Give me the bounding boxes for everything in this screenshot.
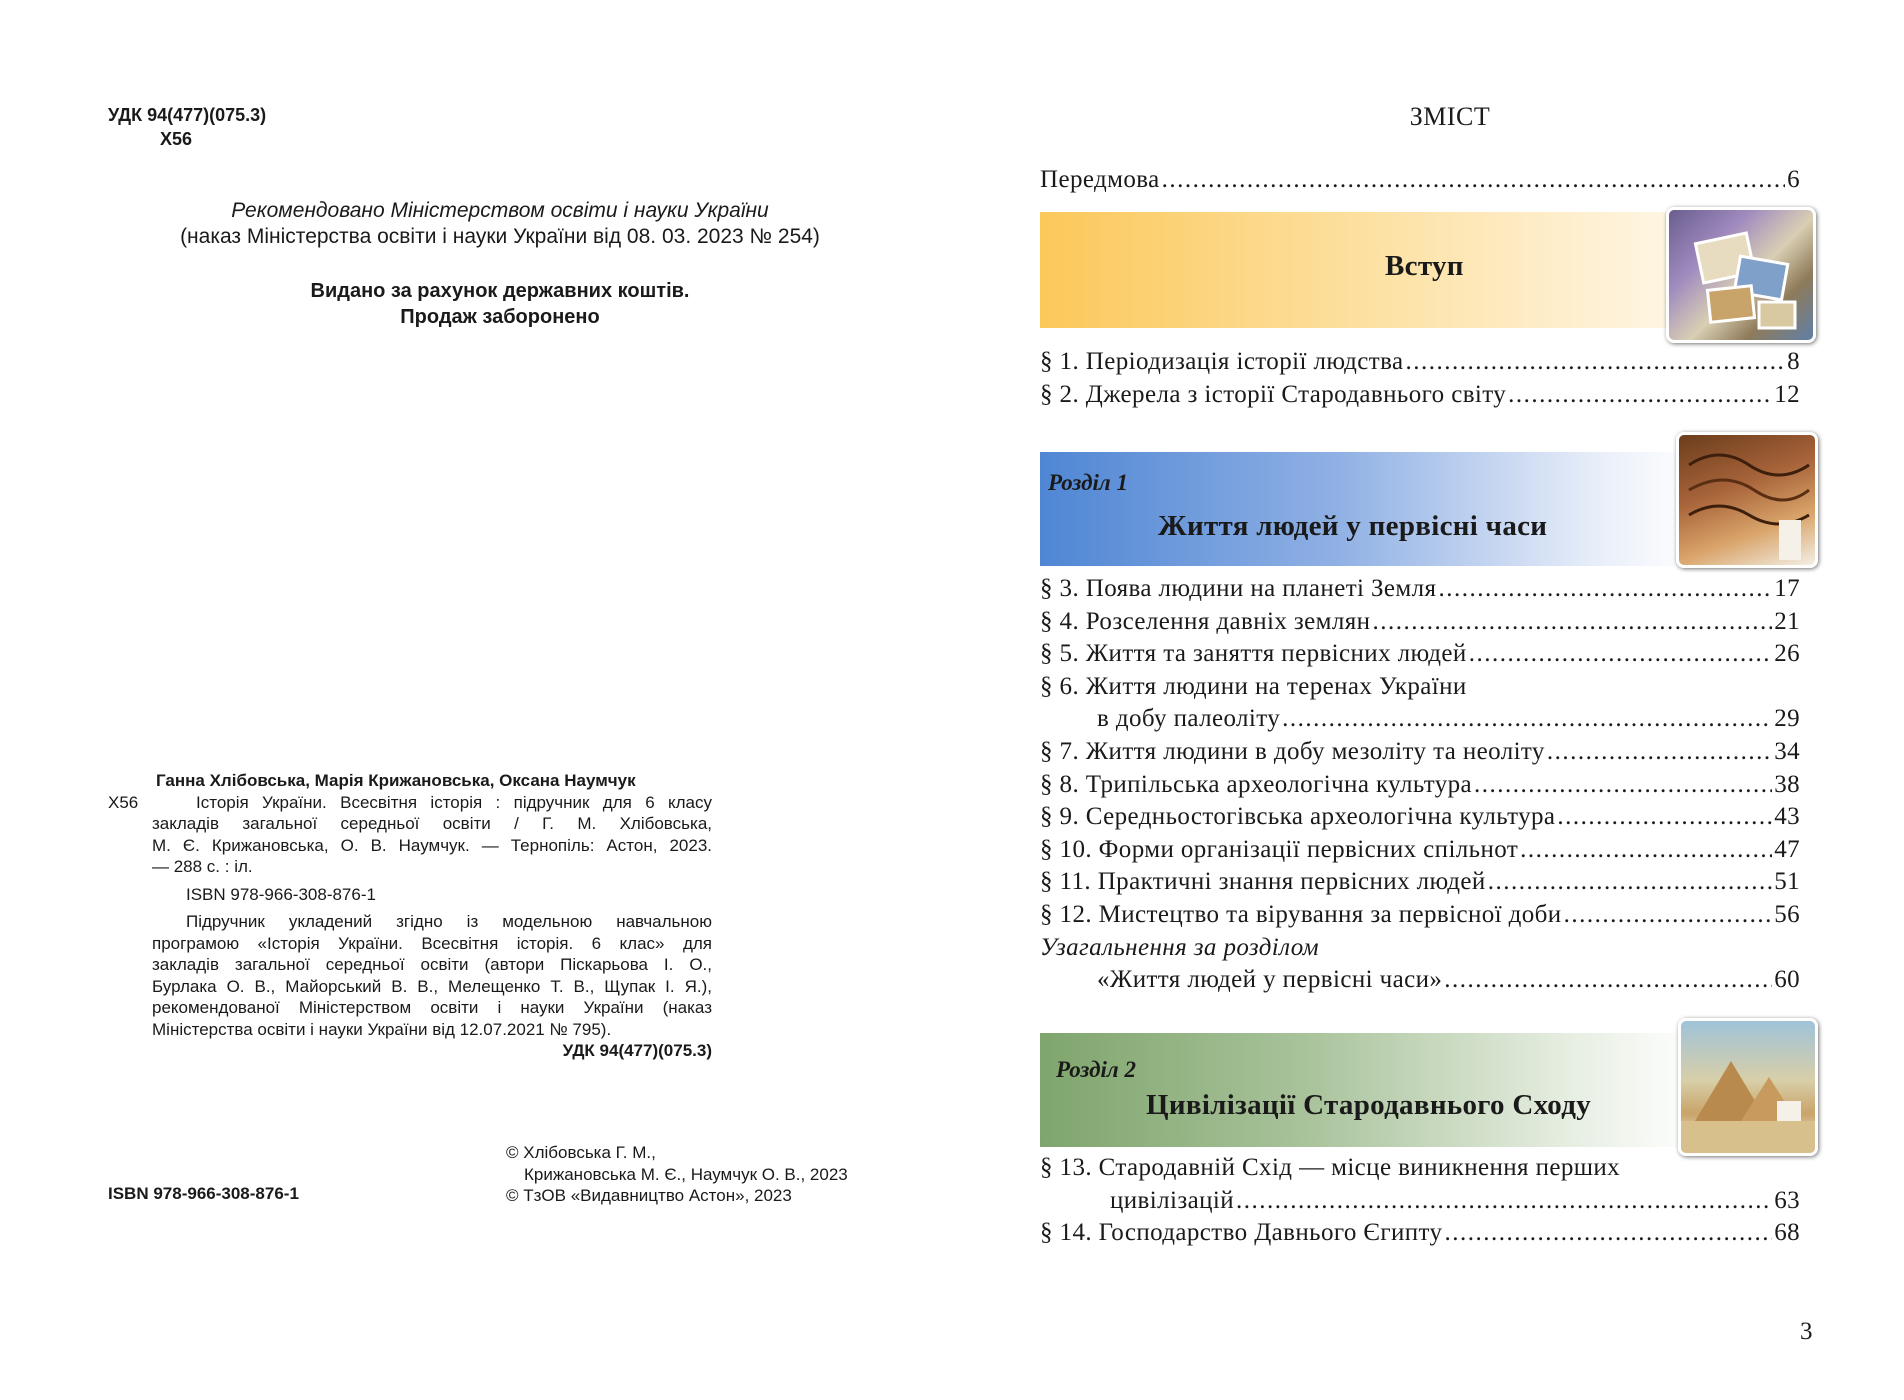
toc-leader bbox=[1557, 801, 1772, 834]
toc-leader bbox=[1236, 1185, 1772, 1218]
toc-label: § 10. Форми організації первісних спільнот bbox=[1040, 835, 1519, 863]
toc-row bbox=[1040, 638, 1800, 671]
toc-leader bbox=[1372, 606, 1772, 639]
toc-row bbox=[1040, 769, 1800, 802]
toc-leader bbox=[1474, 769, 1772, 802]
toc-row bbox=[1040, 606, 1800, 639]
section1-thumbnail bbox=[1676, 432, 1818, 568]
toc-label: в добу палеоліту bbox=[1097, 705, 1281, 733]
toc-leader bbox=[1282, 703, 1772, 736]
section1-band bbox=[1040, 452, 1695, 566]
biblio-body bbox=[152, 792, 712, 1062]
toc-page: 47 bbox=[1774, 835, 1800, 863]
toc-row: § 13. Стародавній Схід — місце виникнення перших bbox=[1040, 1154, 1621, 1181]
toc-leader bbox=[1564, 899, 1773, 932]
toc-label: § 4. Розселення давніх землян bbox=[1040, 607, 1371, 635]
biblio-line: Історія України. Всесвітня історія : підручник для 6 класу bbox=[196, 792, 712, 812]
toc-label: § 2. Джерела з історії Стародавнього світу bbox=[1040, 380, 1507, 408]
section1-label: Розділ 1 bbox=[1048, 470, 1128, 495]
toc-page: 6 bbox=[1787, 166, 1800, 193]
toc-page: 56 bbox=[1774, 900, 1800, 928]
toc-row bbox=[1040, 346, 1800, 379]
toc-leader bbox=[1469, 638, 1772, 671]
toc-page: 60 bbox=[1774, 966, 1800, 994]
cave-painting-icon bbox=[1679, 435, 1815, 565]
funding-block bbox=[110, 278, 890, 330]
toc-leader bbox=[1520, 834, 1772, 867]
intro-band-title: Вступ bbox=[1385, 250, 1464, 282]
isbn-bottom: ISBN 978-966-308-876-1 bbox=[108, 1184, 299, 1203]
toc-label: § 7. Життя людини в добу мезоліту та неоліту bbox=[1040, 737, 1545, 765]
section2-label: Розділ 2 bbox=[1056, 1057, 1136, 1082]
toc-label: Передмова bbox=[1040, 166, 1160, 193]
page-number: 3 bbox=[1800, 1318, 1813, 1345]
toc-page: 21 bbox=[1774, 607, 1800, 635]
copyright-line: Крижановська М. Є., Наумчук О. В., 2023 bbox=[524, 1164, 848, 1184]
toc-row bbox=[1040, 866, 1800, 899]
note-line: Бурлака О. В., Майорський В. В., Мелещенко Т. В., Щупак І. Я.), bbox=[152, 976, 712, 996]
toc-label: цивілізацій bbox=[1110, 1186, 1235, 1214]
toc-summary-label: Узагальнення за розділом bbox=[1040, 933, 1320, 961]
biblio-udk: УДК 94(477)(075.3) bbox=[562, 1041, 712, 1060]
intro-band bbox=[1040, 212, 1695, 328]
section1-band-title: Життя людей у первісні часи bbox=[1158, 510, 1548, 542]
intro-thumbnail bbox=[1666, 207, 1816, 343]
section2-thumbnail bbox=[1678, 1018, 1818, 1156]
toc-section2-items bbox=[1040, 1152, 1800, 1250]
toc-title: ЗМІСТ bbox=[1409, 102, 1491, 131]
toc-row bbox=[1040, 573, 1800, 606]
section2-band bbox=[1040, 1033, 1695, 1147]
toc-preface bbox=[1040, 164, 1800, 197]
toc-row bbox=[1040, 801, 1800, 834]
toc-label: § 3. Поява людини на планеті Земля bbox=[1040, 575, 1437, 602]
toc-page: 63 bbox=[1774, 1186, 1800, 1214]
bibliographic-record bbox=[108, 770, 712, 1062]
copyright-line: © Хлібовська Г. М., bbox=[506, 1143, 656, 1162]
biblio-line: М. Є. Крижановська, О. В. Наумчук. — Тернопіль: Астон, 2023. bbox=[152, 835, 712, 855]
toc-row bbox=[1040, 1217, 1800, 1250]
toc-page: 43 bbox=[1774, 803, 1800, 831]
toc-label: § 5. Життя та заняття первісних людей bbox=[1040, 640, 1467, 668]
toc-page: 26 bbox=[1774, 640, 1800, 668]
toc-page: 51 bbox=[1774, 868, 1800, 896]
photos-collage-icon bbox=[1669, 210, 1813, 340]
toc-leader bbox=[1162, 164, 1785, 197]
toc-page: 17 bbox=[1774, 575, 1800, 602]
toc-row bbox=[1040, 1185, 1800, 1218]
recommendation-block bbox=[110, 198, 890, 250]
toc-page: 68 bbox=[1774, 1219, 1800, 1247]
toc-row bbox=[1040, 736, 1800, 769]
toc-label: § 1. Періодизація історії людства bbox=[1040, 348, 1404, 375]
sale-prohibited: Продаж заборонено bbox=[400, 306, 600, 328]
toc-page: 34 bbox=[1774, 737, 1800, 765]
biblio-isbn: ISBN 978-966-308-876-1 bbox=[186, 884, 376, 904]
toc-section1-items bbox=[1040, 573, 1800, 997]
section2-band-title: Цивілізації Стародавнього Сходу bbox=[1146, 1089, 1592, 1121]
toc-page: 38 bbox=[1774, 770, 1800, 798]
note-line: програмою «Історія України. Всесвітня історія. 6 клас» для bbox=[152, 933, 712, 953]
biblio-entry bbox=[108, 792, 712, 1062]
note-line: Міністерства освіти і науки України від 12.07.2021 № 795). bbox=[152, 1019, 612, 1039]
toc-intro-items bbox=[1040, 346, 1800, 411]
pyramids-icon bbox=[1681, 1021, 1815, 1153]
copyright-block bbox=[506, 1142, 848, 1207]
toc-row bbox=[1040, 964, 1800, 997]
toc-page: 8 bbox=[1787, 348, 1800, 375]
toc-label: § 11. Практичні знання первісних людей bbox=[1040, 868, 1486, 896]
biblio-line: — 288 с. : іл. bbox=[152, 857, 253, 876]
note-line: Підручник укладений згідно із модельною навчальною bbox=[186, 912, 712, 931]
recommendation-line: Рекомендовано Міністерством освіти і науки України bbox=[231, 199, 769, 222]
udk-header bbox=[108, 103, 266, 151]
toc-label: § 12. Мистецтво та вірування за первісної доби bbox=[1040, 900, 1562, 928]
toc-leader bbox=[1405, 346, 1785, 379]
toc-label: § 8. Трипільська археологічна культура bbox=[1040, 770, 1472, 798]
toc-label: § 14. Господарство Давнього Єгипту bbox=[1040, 1219, 1443, 1247]
toc-page: 29 bbox=[1774, 705, 1800, 733]
copyright-line: © ТзОВ «Видавництво Астон», 2023 bbox=[506, 1186, 792, 1205]
author-mark: Х56 bbox=[160, 129, 193, 149]
biblio-note bbox=[152, 911, 712, 1040]
biblio-authors: Ганна Хлібовська, Марія Крижановська, Оксана Наумчук bbox=[156, 771, 636, 790]
toc-leader bbox=[1547, 736, 1772, 769]
udk-code: УДК 94(477)(075.3) bbox=[108, 105, 267, 125]
note-line: рекомендованої Міністерством освіти і науки України (наказ bbox=[152, 998, 712, 1017]
toc-label: «Життя людей у первісні часи» bbox=[1097, 966, 1443, 994]
note-line: закладів загальної середньої освіти (автори Піскарьова І. О., bbox=[152, 955, 712, 974]
biblio-line: закладів загальної середньої освіти / Г. М. Хлібовська, bbox=[152, 814, 712, 833]
toc-row bbox=[1040, 703, 1800, 736]
toc-row bbox=[1040, 834, 1800, 867]
toc-leader bbox=[1488, 866, 1772, 899]
funding-line: Видано за рахунок державних коштів. bbox=[310, 280, 690, 302]
toc-leader bbox=[1444, 1217, 1772, 1250]
toc-leader bbox=[1508, 379, 1772, 412]
toc-row: § 6. Життя людини на теренах України bbox=[1040, 672, 1467, 700]
recommendation-order: (наказ Міністерства освіти і науки України від 08. 03. 2023 № 254) bbox=[180, 225, 820, 248]
toc-row bbox=[1040, 379, 1800, 412]
toc-label: § 9. Середньостогівська археологічна культура bbox=[1040, 803, 1556, 831]
toc-row bbox=[1040, 164, 1800, 197]
biblio-code: Х56 bbox=[108, 792, 139, 812]
toc-leader bbox=[1444, 964, 1772, 997]
toc-page: 12 bbox=[1774, 380, 1800, 408]
toc-leader bbox=[1438, 573, 1772, 606]
toc-row bbox=[1040, 899, 1800, 932]
